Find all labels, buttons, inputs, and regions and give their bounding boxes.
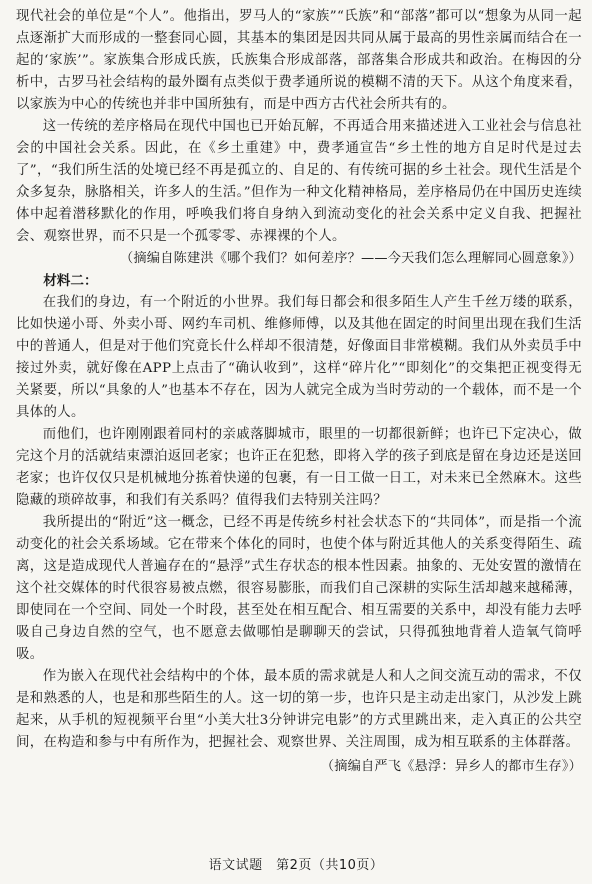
document-page xyxy=(16,6,582,778)
material2-paragraph-4: 作为嵌入在现代社会结构中的个体，最本质的需求就是人和人之间交流互动的需求，不仅是和熟悉的人，也是和那些陌生的人。这一切的第一步，也许只是主动走出家门，从沙发上跳起来，从手机的短视频平台里“小美大壮3分钟讲完电影”的方式里跳出来，走入真正的公共空间，在构造和参与中有所作为，把握社会、观察世界、关注周围，成为相互联系的主体群落。 xyxy=(16,669,582,750)
material1-paragraph-2: 这一传统的差序格局在现代中国也已开始瓦解，不再适合用来描述进入工业社会与信息社会的中国社会关系。因此，在《乡土重建》中，费孝通宣告“乡土性的地方自足时代是过去了”，“我们所生活的处境已经不再是孤立的、自足的、有传统可据的乡土社会。现代生活是个众多复杂，脉胳相关，许多人的生活。”但作为一种文化精神格局，差序格局仍在中国历史连续体中起着潜移默化的作用，呼唤我们将自身纳入到流动变化的社会关系中定义自我、把握社会、观察世界，而不只是一个孤零零、赤裸裸的个人。 xyxy=(16,119,582,244)
material1-paragraph-1: 现代社会的单位是“个人”。他指出，罗马人的“家族”“氏族”和“部落”都可以“想象为从同一起点逐渐扩大而形成的一整套同心圆，其基本的集团是因共同从属于最高的男性亲属而结合在一起的‘家族’”。家族集合形成氏族，氏族集合形成部落，部落集合形成共和政治。在梅因的分析中，古罗马社会结构的最外圈有点类似于费孝通所说的模糊不清的天下。从这个角度来看，以家族为中心的传统也并非中国所独有，而是中西方古代社会所共有的。 xyxy=(16,9,582,112)
material2-paragraph-3: 我所提出的“附近”这一概念，已经不再是传统乡村社会状态下的“共同体”，而是指一个流动变化的社会关系场域。它在带来个体化的同时，也使个体与附近其他人的关系变得陌生、疏离，这是造成现代人普遍存在的“悬浮”式生存状态的根本性因素。抽象的、无处安置的激情在这个社交媒体的时代很容易被点燃，很容易膨胀，而我们自己深耕的实际生活却越来越稀薄，即使同在一个空间、同处一个时段，甚至处在相互配合、相互需要的关系中，却没有能力去呼吸自己身边自然的空气，也不愿意去做哪怕是聊聊天的尝试，只得孤独地背着人造氧气筒呼吸。 xyxy=(16,515,582,662)
material2-paragraph-1: 在我们的身边，有一个附近的小世界。我们每日都会和很多陌生人产生千丝万缕的联系，比如快递小哥、外卖小哥、网约车司机、维修师傅，以及其他在固定的时间里出现在我们生活中的普通人，但是对于他们究竟长什么样却不很清楚，好像面目非常模糊。我们从外卖员手中接过外卖，就好像在APP上点击了“确认收到”，这样“碎片化”“即刻化”的交集把正视变得无关紧要，所以“具象的人”也基本不存在，因为人就完全成为当时劳动的一个载体，而不是一个具体的人。 xyxy=(16,295,582,420)
material2-heading: 材料二： xyxy=(43,273,98,289)
material2-paragraph-2: 而他们，也许刚刚跟着同村的亲戚落脚城市，眼里的一切都很新鲜；也许已下定决心，做完这个月的活就结束漂泊返回老家；也许正在犯愁，即将入学的孩子到底是留在身边还是送回老家；也许仅仅只是机械地分拣着快递的包裹，有一日工做一日工，对未来已全然麻木。这些隐藏的琐碎故事，和我们有关系吗？值得我们去特别关注吗？ xyxy=(16,427,582,508)
material2-source: （摘编自严飞《悬浮：异乡人的都市生存》） xyxy=(320,759,582,774)
material1-source: （摘编自陈建洪《哪个我们？如何差序？——今天我们怎么理解同心圆意象》） xyxy=(120,251,582,266)
page-footer: 语文试题 第2页（共10页） xyxy=(208,858,384,873)
